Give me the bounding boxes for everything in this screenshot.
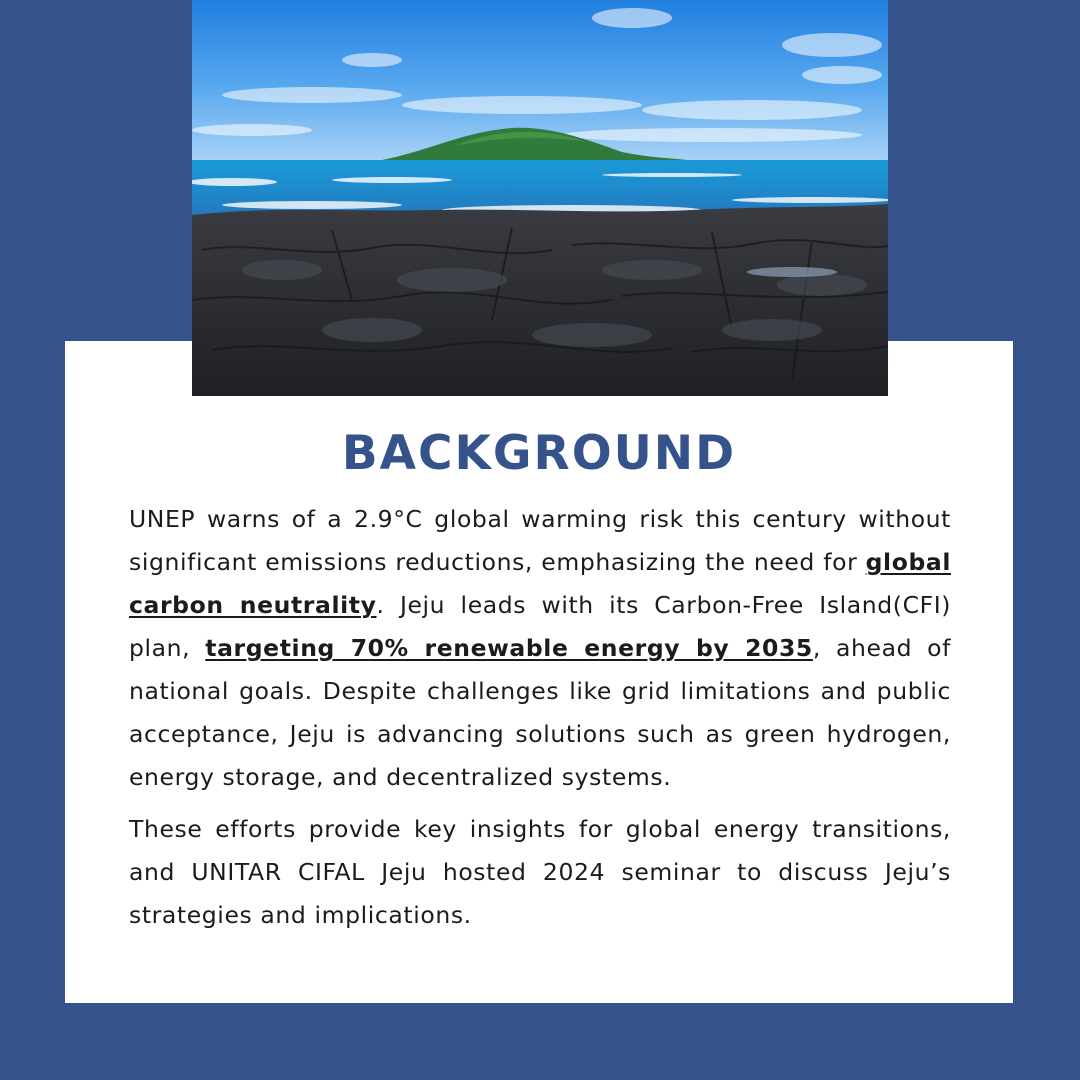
paragraph-1-middle: . Jeju leads with its Carbon-Free Island(CFI) plan, [129, 591, 951, 662]
paragraph-1-intro: UNEP warns of a 2.9°C global warming risk this century without significant emissions reductions, emphasizing the need for [129, 505, 951, 576]
coastal-island-photo [192, 0, 888, 396]
background-text [129, 498, 951, 937]
highlight-global-carbon-neutrality: global carbon neutrality [129, 548, 951, 619]
paragraph-1 [129, 498, 951, 799]
paragraph-2: These efforts provide key insights for global energy transitions, and UNITAR CIFAL Jeju hosted 2024 seminar to discuss Jeju’s strategies and implications. [129, 815, 951, 929]
paragraph-1-end: , ahead of national goals. Despite challenges like grid limitations and public acceptance, Jeju is advancing solutions such as green hydrogen, energy storage, and decentralized systems. [129, 634, 951, 791]
section-title: BACKGROUND [341, 426, 737, 481]
highlight-renewable-target: targeting 70% renewable energy by 2035 [205, 634, 813, 662]
